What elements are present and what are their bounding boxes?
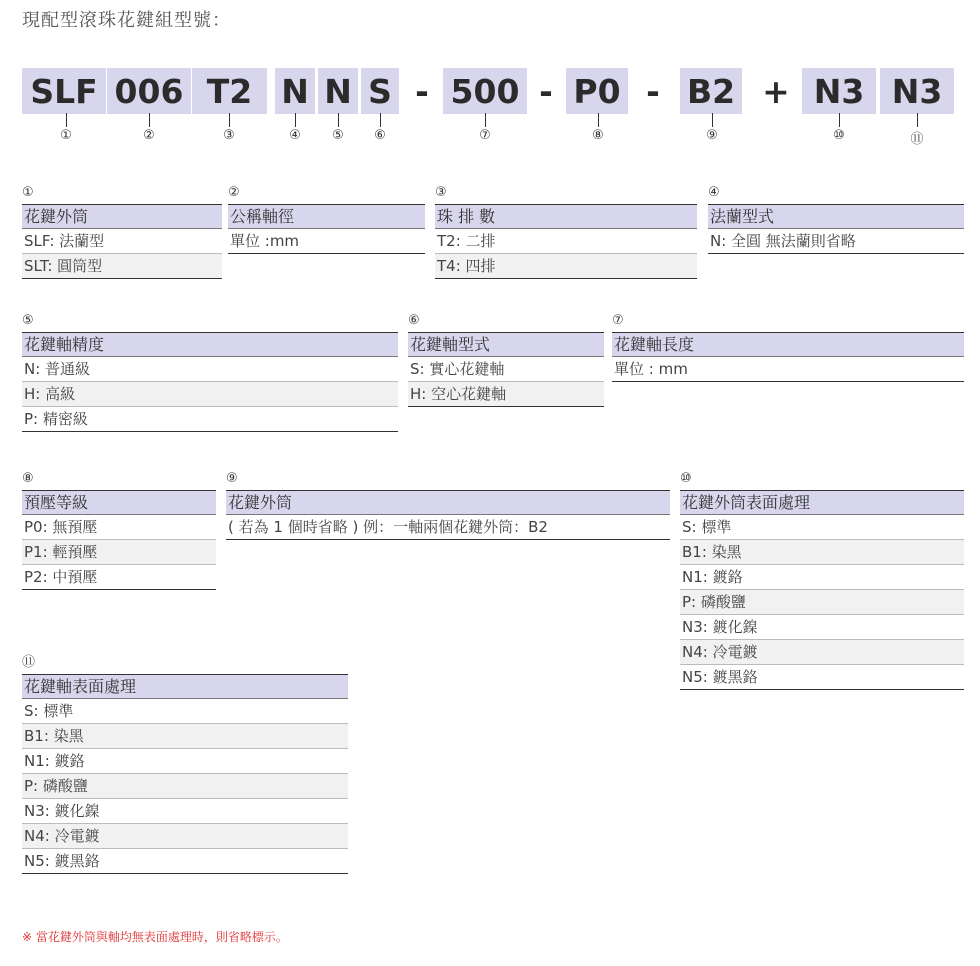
marker-10: ⑩: [833, 128, 845, 143]
block-header: 公稱軸徑: [228, 204, 425, 229]
list-item: N1: 鍍鉻: [22, 749, 348, 774]
block-number: ⑧: [22, 471, 34, 486]
block-header: 花鍵軸長度: [612, 332, 964, 357]
legend-block-8: [22, 468, 216, 590]
block-header: 花鍵軸精度: [22, 332, 398, 357]
block-number: ⑨: [226, 471, 238, 486]
tick: [917, 113, 918, 127]
list-item: P0: 無預壓: [22, 515, 216, 540]
block-number: ③: [435, 185, 447, 200]
list-item: N1: 鍍鉻: [680, 565, 964, 590]
code-box-1: SLF: [22, 68, 106, 114]
marker-4: ④: [289, 128, 301, 143]
marker-9: ⑨: [706, 128, 718, 143]
marker-11: ⑪: [910, 132, 924, 147]
list-item: ( 若為 1 個時省略 ) 例：一軸兩個花鍵外筒：B2: [226, 515, 670, 540]
block-header: 法蘭型式: [708, 204, 964, 229]
list-item: B1: 染黑: [22, 724, 348, 749]
block-number: ⑤: [22, 313, 34, 328]
list-item: N: 普通級: [22, 357, 398, 382]
list-item: SLF: 法蘭型: [22, 229, 222, 254]
code-separator: -: [539, 71, 553, 111]
list-item: H: 空心花鍵軸: [408, 382, 604, 407]
legend-block-11: [22, 652, 348, 874]
list-item: T2: 二排: [435, 229, 697, 254]
block-number: ①: [22, 185, 34, 200]
list-item: N5: 鍍黑鉻: [680, 665, 964, 690]
code-box-2: 006: [107, 68, 191, 114]
code-separator: -: [646, 71, 660, 111]
list-item: N3: 鍍化鎳: [22, 799, 348, 824]
marker-2: ②: [143, 128, 155, 143]
code-separator: -: [415, 71, 429, 111]
list-item: 單位 : mm: [612, 357, 964, 382]
legend-block-1: [22, 182, 222, 279]
block-header: 花鍵軸型式: [408, 332, 604, 357]
code-box-8: P0: [566, 68, 628, 114]
code-box-3: T2: [192, 68, 267, 114]
marker-8: ⑧: [592, 128, 604, 143]
block-number: ④: [708, 185, 720, 200]
tick: [839, 113, 840, 127]
list-item: N5: 鍍黑鉻: [22, 849, 348, 874]
list-item: N4: 冷電鍍: [680, 640, 964, 665]
block-header: 花鍵軸表面處理: [22, 674, 348, 699]
tick: [149, 113, 150, 127]
tick: [380, 113, 381, 127]
tick: [338, 113, 339, 127]
list-item: N3: 鍍化鎳: [680, 615, 964, 640]
block-header: 珠 排 數: [435, 204, 697, 229]
page-title: 現配型滾珠花鍵組型號：: [22, 10, 231, 31]
code-separator: +: [762, 71, 790, 111]
legend-block-10: [680, 468, 964, 690]
tick: [712, 113, 713, 127]
block-number: ⑥: [408, 313, 420, 328]
tick: [66, 113, 67, 127]
list-item: H: 高級: [22, 382, 398, 407]
marker-7: ⑦: [479, 128, 491, 143]
footnote: ※ 當花鍵外筒與軸均無表面處理時，則省略標示。: [22, 930, 288, 944]
legend-block-5: [22, 310, 398, 432]
marker-3: ③: [223, 128, 235, 143]
code-box-6: S: [361, 68, 399, 114]
marker-1: ①: [60, 128, 72, 143]
list-item: S: 標準: [22, 699, 348, 724]
legend-block-6: [408, 310, 604, 407]
code-box-7: 500: [443, 68, 527, 114]
list-item: B1: 染黑: [680, 540, 964, 565]
block-header: 花鍵外筒: [226, 490, 670, 515]
list-item: P: 磷酸鹽: [680, 590, 964, 615]
marker-5: ⑤: [332, 128, 344, 143]
legend-block-3: [435, 182, 697, 279]
code-box-10: N3: [802, 68, 876, 114]
list-item: S: 標準: [680, 515, 964, 540]
list-item: N4: 冷電鍍: [22, 824, 348, 849]
marker-6: ⑥: [374, 128, 386, 143]
list-item: SLT: 圓筒型: [22, 254, 222, 279]
legend-block-7: [612, 310, 964, 382]
list-item: P2: 中預壓: [22, 565, 216, 590]
block-header: 花鍵外筒: [22, 204, 222, 229]
code-box-11: N3: [880, 68, 954, 114]
block-number: ⑦: [612, 313, 624, 328]
list-item: 單位 :mm: [228, 229, 425, 254]
list-item: T4: 四排: [435, 254, 697, 279]
list-item: N: 全圓 無法蘭則省略: [708, 229, 964, 254]
block-number: ②: [228, 185, 240, 200]
list-item: S: 實心花鍵軸: [408, 357, 604, 382]
tick: [598, 113, 599, 127]
code-box-5: N: [318, 68, 358, 114]
block-header: 花鍵外筒表面處理: [680, 490, 964, 515]
list-item: P: 精密級: [22, 407, 398, 432]
list-item: P1: 輕預壓: [22, 540, 216, 565]
tick: [485, 113, 486, 127]
code-box-9: B2: [680, 68, 742, 114]
code-box-4: N: [275, 68, 315, 114]
block-header: 預壓等級: [22, 490, 216, 515]
tick: [229, 113, 230, 127]
block-number: ⑪: [22, 655, 36, 670]
legend-block-9: [226, 468, 670, 540]
legend-block-2: [228, 182, 425, 254]
tick: [295, 113, 296, 127]
block-number: ⑩: [680, 471, 692, 486]
legend-block-4: [708, 182, 964, 254]
list-item: P: 磷酸鹽: [22, 774, 348, 799]
